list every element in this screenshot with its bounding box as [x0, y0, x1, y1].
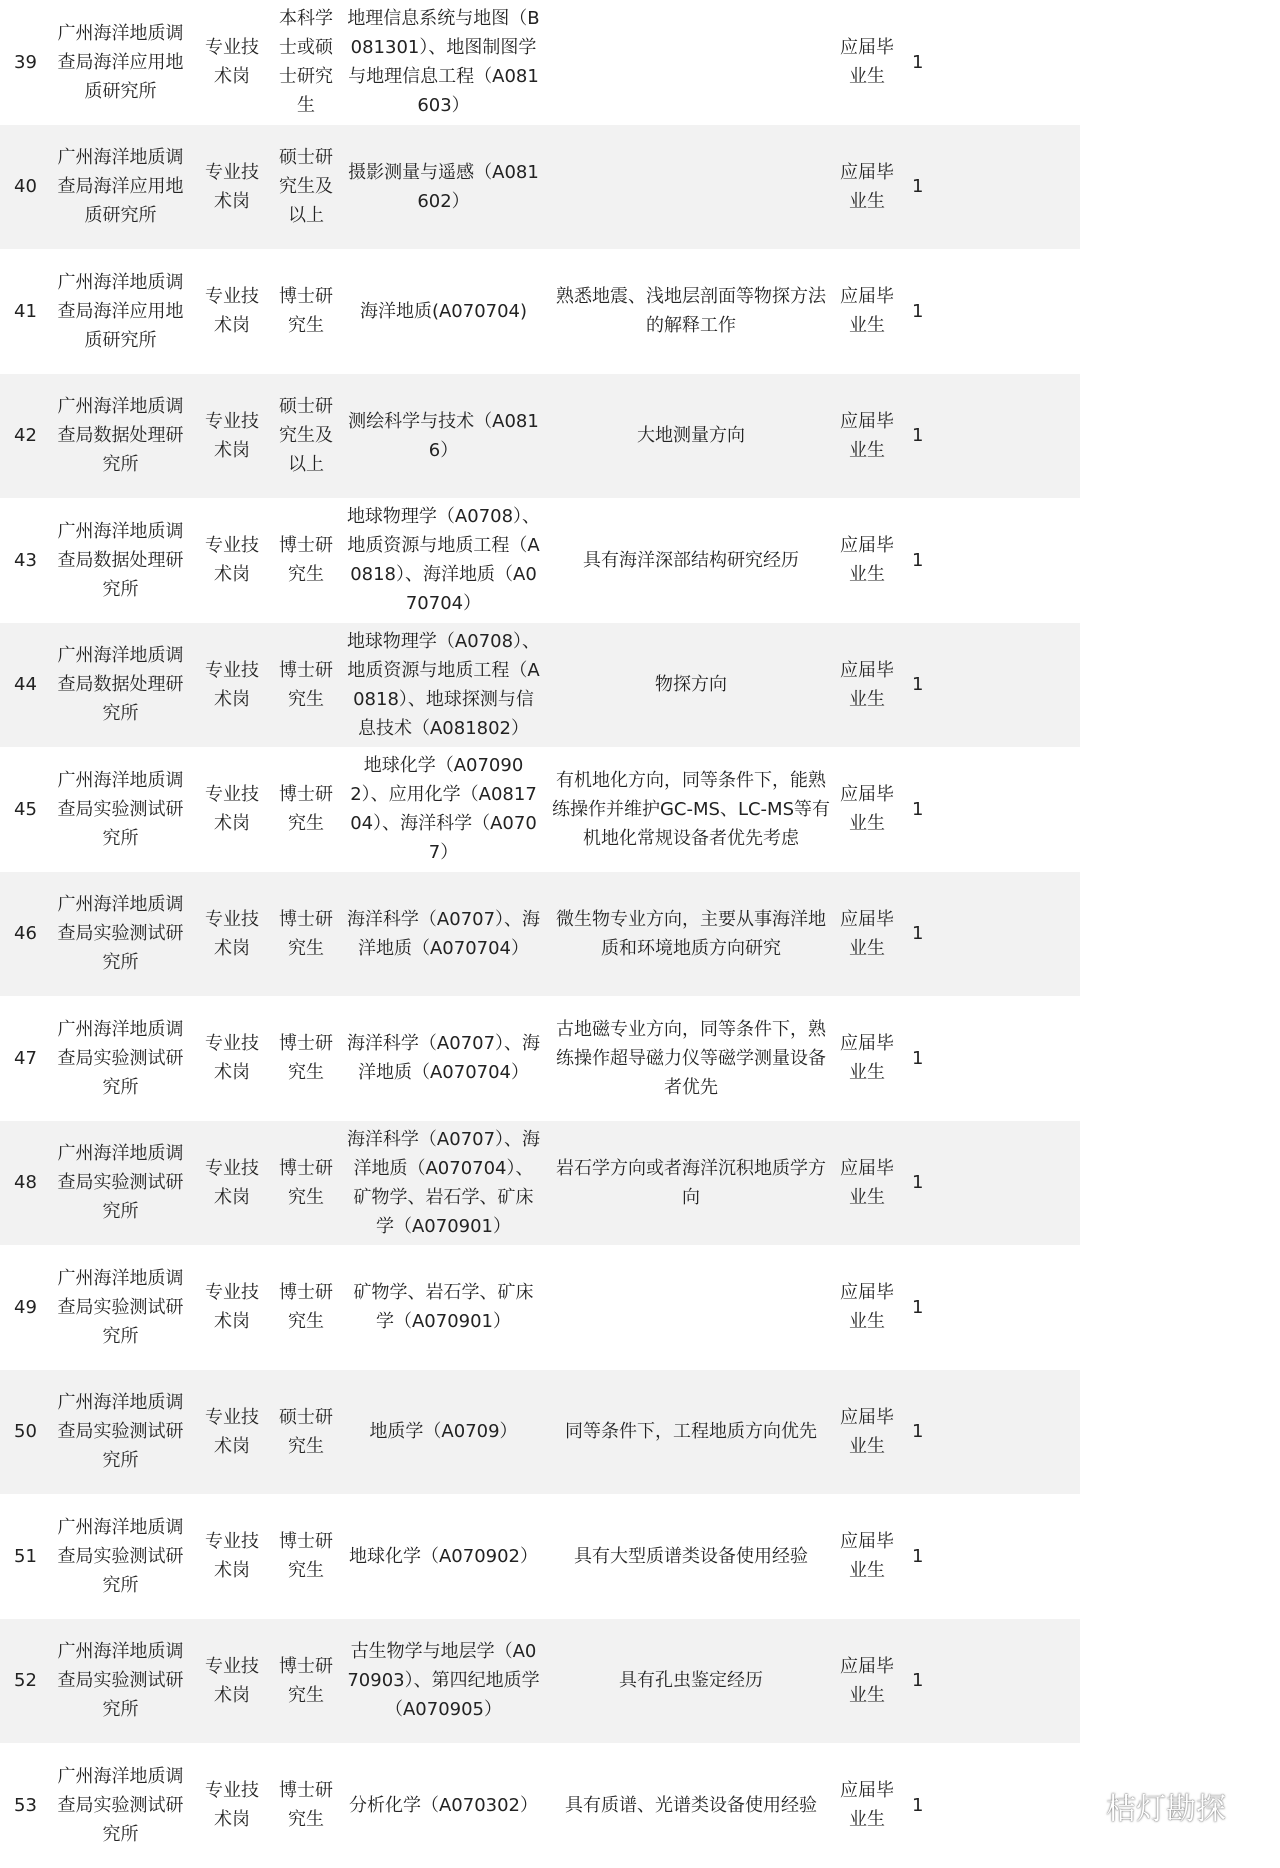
cell-post-type: 专业技术岗 [205, 784, 259, 835]
cell-number: 51 [14, 1545, 37, 1567]
cell-number: 49 [14, 1296, 37, 1318]
cell-post-type: 专业技术岗 [193, 872, 271, 997]
cell-target: 应届毕业生 [836, 374, 898, 499]
cell-post-type: 专业技术岗 [193, 623, 271, 748]
cell-education: 硕士研究生及以上 [271, 374, 341, 499]
cell-major: 古生物学与地层学（A070903）、第四纪地质学（A070905） [341, 1619, 546, 1744]
cell-unit: 广州海洋地质调查局数据处理研究所 [48, 374, 193, 499]
cell-post-type: 专业技术岗 [205, 286, 259, 337]
cell-unit: 广州海洋地质调查局数据处理研究所 [48, 623, 193, 748]
cell-major: 地球化学（A070902） [348, 1545, 539, 1567]
cell-target: 应届毕业生 [836, 872, 898, 997]
cell-education: 博士研究生 [279, 784, 333, 835]
cell-number: 39 [14, 51, 37, 73]
table-row [0, 1619, 1080, 1744]
cell-target: 应届毕业生 [836, 623, 898, 748]
cell-number: 47 [14, 1047, 37, 1069]
cell-unit: 广州海洋地质调查局数据处理研究所 [57, 520, 184, 600]
cell-unit: 广州海洋地质调查局实验测试研究所 [57, 1516, 184, 1596]
cell-count: 1 [912, 1296, 924, 1318]
cell-target: 应届毕业生 [840, 1033, 894, 1084]
table-row [0, 498, 1080, 623]
cell-count: 1 [912, 1545, 924, 1567]
cell-number: 46 [0, 872, 48, 997]
cell-count: 1 [898, 623, 1080, 748]
cell-major: 海洋地质(A070704) [359, 300, 528, 322]
cell-education: 博士研究生 [279, 286, 333, 337]
wechat-icon [1064, 1791, 1098, 1821]
cell-other-requirements: 具有大型质谱类设备使用经验 [574, 1545, 808, 1567]
cell-unit: 广州海洋地质调查局实验测试研究所 [48, 872, 193, 997]
cell-other-requirements: 有机地化方向，同等条件下，能熟练操作并维护GC-MS、LC-MS等有机地化常规设备者优先考虑 [551, 769, 830, 849]
cell-target: 应届毕业生 [836, 1619, 898, 1744]
cell-other-requirements: 大地测量方向 [546, 374, 836, 499]
cell-target: 应届毕业生 [836, 125, 898, 250]
cell-number: 52 [0, 1619, 48, 1744]
cell-count: 1 [898, 1121, 1080, 1246]
cell-other-requirements: 具有质谱、光谱类设备使用经验 [565, 1794, 817, 1816]
cell-count: 1 [898, 1619, 1080, 1744]
cell-number: 45 [14, 798, 37, 820]
cell-post-type: 专业技术岗 [193, 125, 271, 250]
table-row [0, 1121, 1080, 1246]
cell-target: 应届毕业生 [836, 1121, 898, 1246]
cell-target: 应届毕业生 [840, 286, 894, 337]
cell-other-requirements: 物探方向 [546, 623, 836, 748]
table-row [0, 1370, 1080, 1495]
cell-other-requirements [546, 125, 836, 250]
cell-unit: 广州海洋地质调查局实验测试研究所 [57, 1765, 184, 1845]
cell-number: 40 [0, 125, 48, 250]
cell-major: 摄影测量与遥感（A081602） [341, 125, 546, 250]
cell-post-type: 专业技术岗 [205, 1033, 259, 1084]
cell-post-type: 专业技术岗 [193, 1121, 271, 1246]
cell-post-type: 专业技术岗 [205, 1780, 259, 1831]
cell-count: 1 [912, 300, 924, 322]
cell-post-type: 专业技术岗 [205, 1531, 259, 1582]
cell-other-requirements [546, 1245, 836, 1370]
cell-unit: 广州海洋地质调查局海洋应用地质研究所 [57, 271, 184, 351]
cell-major: 海洋科学（A0707）、海洋地质（A070704） [346, 1033, 541, 1084]
cell-target: 应届毕业生 [840, 1531, 894, 1582]
cell-education: 本科学士或硕士研究生 [279, 8, 333, 117]
cell-unit: 广州海洋地质调查局海洋应用地质研究所 [57, 22, 184, 102]
cell-education: 博士研究生 [279, 1282, 333, 1333]
cell-number: 48 [0, 1121, 48, 1246]
cell-unit: 广州海洋地质调查局实验测试研究所 [57, 1018, 184, 1098]
cell-count: 1 [912, 549, 924, 571]
watermark [1064, 1784, 1226, 1828]
table-row [0, 1494, 1080, 1619]
cell-education: 硕士研究生及以上 [271, 125, 341, 250]
cell-education: 博士研究生 [271, 1619, 341, 1744]
cell-education: 博士研究生 [279, 1531, 333, 1582]
cell-count: 1 [912, 798, 924, 820]
cell-count: 1 [912, 1794, 924, 1816]
cell-major: 地球化学（A070902）、应用化学（A081704）、海洋科学（A0707） [350, 755, 537, 864]
cell-other-requirements: 熟悉地震、浅地层剖面等物探方法的解释工作 [556, 286, 826, 337]
cell-number: 50 [0, 1370, 48, 1495]
table-row [0, 623, 1080, 748]
cell-major: 地球物理学（A0708）、地质资源与地质工程（A0818）、地球探测与信息技术（A081802） [341, 623, 546, 748]
cell-target: 应届毕业生 [840, 1780, 894, 1831]
cell-target: 应届毕业生 [840, 535, 894, 586]
cell-major: 测绘科学与技术（A0816） [341, 374, 546, 499]
cell-education: 博士研究生 [271, 1121, 341, 1246]
cell-target: 应届毕业生 [840, 784, 894, 835]
cell-education: 硕士研究生 [271, 1370, 341, 1495]
cell-major: 地理信息系统与地图（B081301）、地图制图学与地理信息工程（A081603） [347, 8, 540, 117]
cell-target: 应届毕业生 [840, 1282, 894, 1333]
cell-count: 1 [898, 374, 1080, 499]
cell-unit: 广州海洋地质调查局实验测试研究所 [48, 1121, 193, 1246]
table-row [0, 872, 1080, 997]
cell-count: 1 [912, 1047, 924, 1069]
cell-other-requirements: 具有海洋深部结构研究经历 [583, 549, 799, 571]
cell-post-type: 专业技术岗 [193, 1619, 271, 1744]
cell-number: 42 [0, 374, 48, 499]
table-row [0, 996, 1080, 1121]
cell-other-requirements: 具有孔虫鉴定经历 [546, 1619, 836, 1744]
cell-number: 43 [14, 549, 37, 571]
cell-target: 应届毕业生 [836, 1370, 898, 1495]
cell-education: 博士研究生 [271, 872, 341, 997]
cell-post-type: 专业技术岗 [193, 1370, 271, 1495]
cell-count: 1 [898, 872, 1080, 997]
cell-post-type: 专业技术岗 [205, 535, 259, 586]
cell-other-requirements: 同等条件下，工程地质方向优先 [546, 1370, 836, 1495]
cell-unit: 广州海洋地质调查局实验测试研究所 [57, 1267, 184, 1347]
cell-major: 地质学（A0709） [341, 1370, 546, 1495]
cell-post-type: 专业技术岗 [193, 374, 271, 499]
cell-education: 博士研究生 [279, 1780, 333, 1831]
cell-target: 应届毕业生 [840, 37, 894, 88]
cell-major: 地球物理学（A0708）、地质资源与地质工程（A0818）、海洋地质（A070704） [346, 506, 541, 615]
cell-unit: 广州海洋地质调查局实验测试研究所 [48, 1370, 193, 1495]
cell-major: 海洋科学（A0707）、海洋地质（A070704）、矿物学、岩石学、矿床学（A070901） [341, 1121, 546, 1246]
cell-post-type: 专业技术岗 [205, 1282, 259, 1333]
cell-unit: 广州海洋地质调查局海洋应用地质研究所 [48, 125, 193, 250]
table-row [0, 125, 1080, 250]
table-row [0, 1245, 1080, 1370]
cell-major: 海洋科学（A0707）、海洋地质（A070704） [341, 872, 546, 997]
cell-post-type: 专业技术岗 [205, 37, 259, 88]
cell-count: 1 [898, 125, 1080, 250]
cell-other-requirements [546, 0, 836, 125]
cell-other-requirements: 古地磁专业方向，同等条件下，熟练操作超导磁力仪等磁学测量设备者优先 [556, 1018, 826, 1098]
cell-number: 41 [14, 300, 37, 322]
table-row [0, 1743, 1080, 1868]
cell-major: 分析化学（A070302） [348, 1794, 539, 1816]
cell-education: 博士研究生 [279, 1033, 333, 1084]
cell-number: 44 [0, 623, 48, 748]
cell-count: 1 [898, 1370, 1080, 1495]
cell-unit: 广州海洋地质调查局实验测试研究所 [57, 769, 184, 849]
cell-unit: 广州海洋地质调查局实验测试研究所 [48, 1619, 193, 1744]
table-row [0, 374, 1080, 499]
table-row [0, 249, 1080, 374]
watermark-text: 桔灯勘探 [1106, 1792, 1226, 1827]
cell-number: 53 [14, 1794, 37, 1816]
cell-other-requirements: 微生物专业方向，主要从事海洋地质和环境地质方向研究 [546, 872, 836, 997]
cell-education: 博士研究生 [271, 623, 341, 748]
table-row [0, 747, 1080, 872]
cell-count: 1 [912, 51, 924, 73]
cell-other-requirements: 岩石学方向或者海洋沉积地质学方向 [546, 1121, 836, 1246]
table-row [0, 0, 1080, 125]
cell-major: 矿物学、岩石学、矿床学（A070901） [353, 1282, 534, 1333]
cell-education: 博士研究生 [279, 535, 333, 586]
